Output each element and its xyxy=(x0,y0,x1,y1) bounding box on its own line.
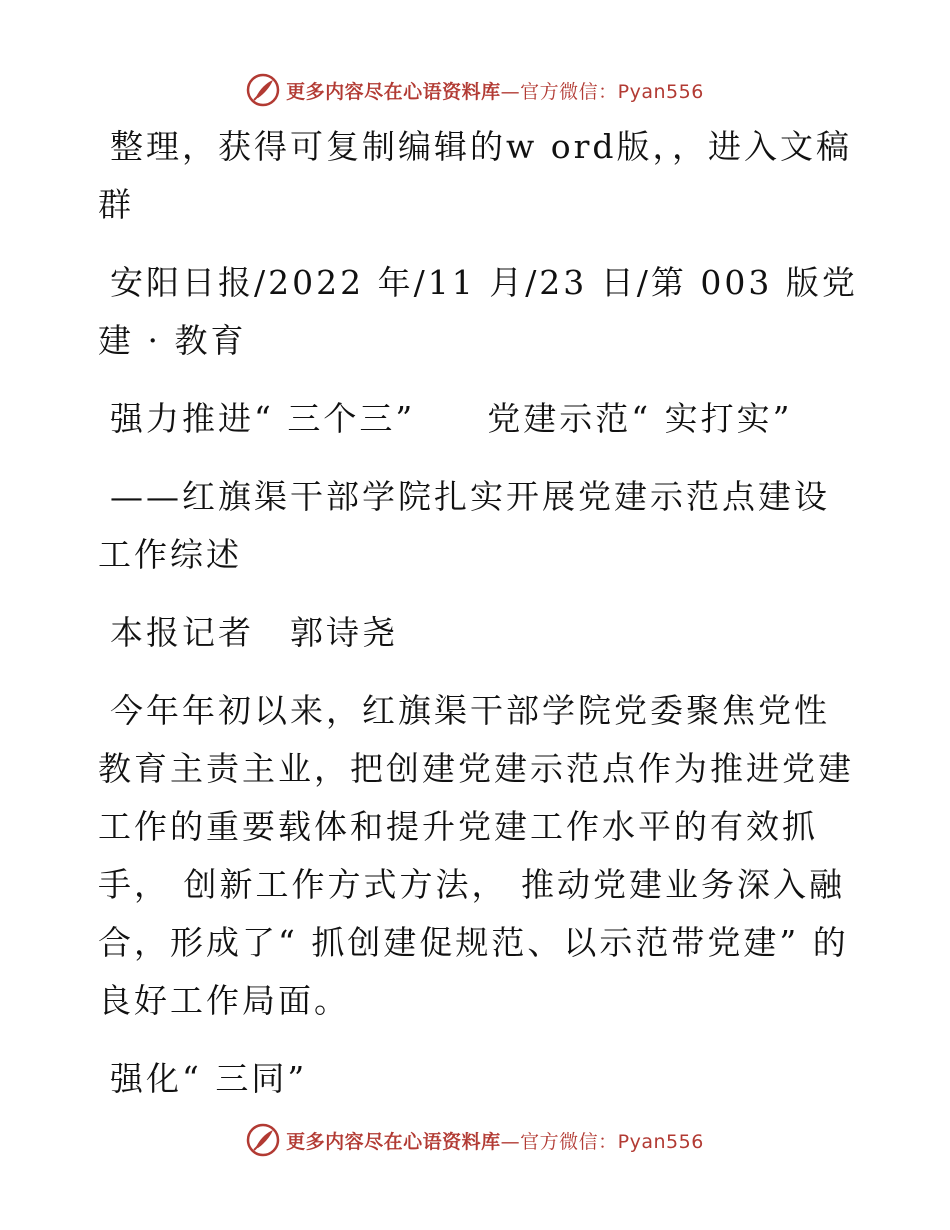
article-byline: 本报记者 郭诗尧 xyxy=(110,613,398,652)
document-body xyxy=(98,118,858,1128)
paragraph-source-line: 安阳日报/2022 年/11 月/23 日/第 003 版党建 · 教育 xyxy=(98,263,858,360)
watermark-header xyxy=(0,70,950,110)
paragraph-body: 今年年初以来，红旗渠干部学院党委聚焦党性教育主责主业，把创建党建示范点作为推进党建工作的重要载体和提升党建工作水平的有效抓手， 创新工作方式方法， 推动党建业务深入融合，形成了“ 抓创建促规范、以示范带党建” 的良好工作局面。 xyxy=(98,691,854,1020)
article-subtitle: ——红旗渠干部学院扎实开展党建示范点建设工作综述 xyxy=(98,477,830,574)
section-heading: 强化“ 三同” xyxy=(110,1059,308,1098)
feather-pen-seal-icon xyxy=(246,73,280,107)
feather-pen-seal-icon xyxy=(246,1123,280,1157)
watermark-text: 更多内容尽在心语资料库—官方微信：Pyan556 xyxy=(286,1130,704,1153)
article-title: 强力推进“ 三个三” 党建示范“ 实打实” xyxy=(110,399,793,438)
paragraph-intro-note: 整理，获得可复制编辑的w ord版，，进入文稿群 xyxy=(98,127,853,224)
watermark-text: 更多内容尽在心语资料库—官方微信：Pyan556 xyxy=(286,80,704,103)
watermark-footer xyxy=(0,1120,950,1160)
